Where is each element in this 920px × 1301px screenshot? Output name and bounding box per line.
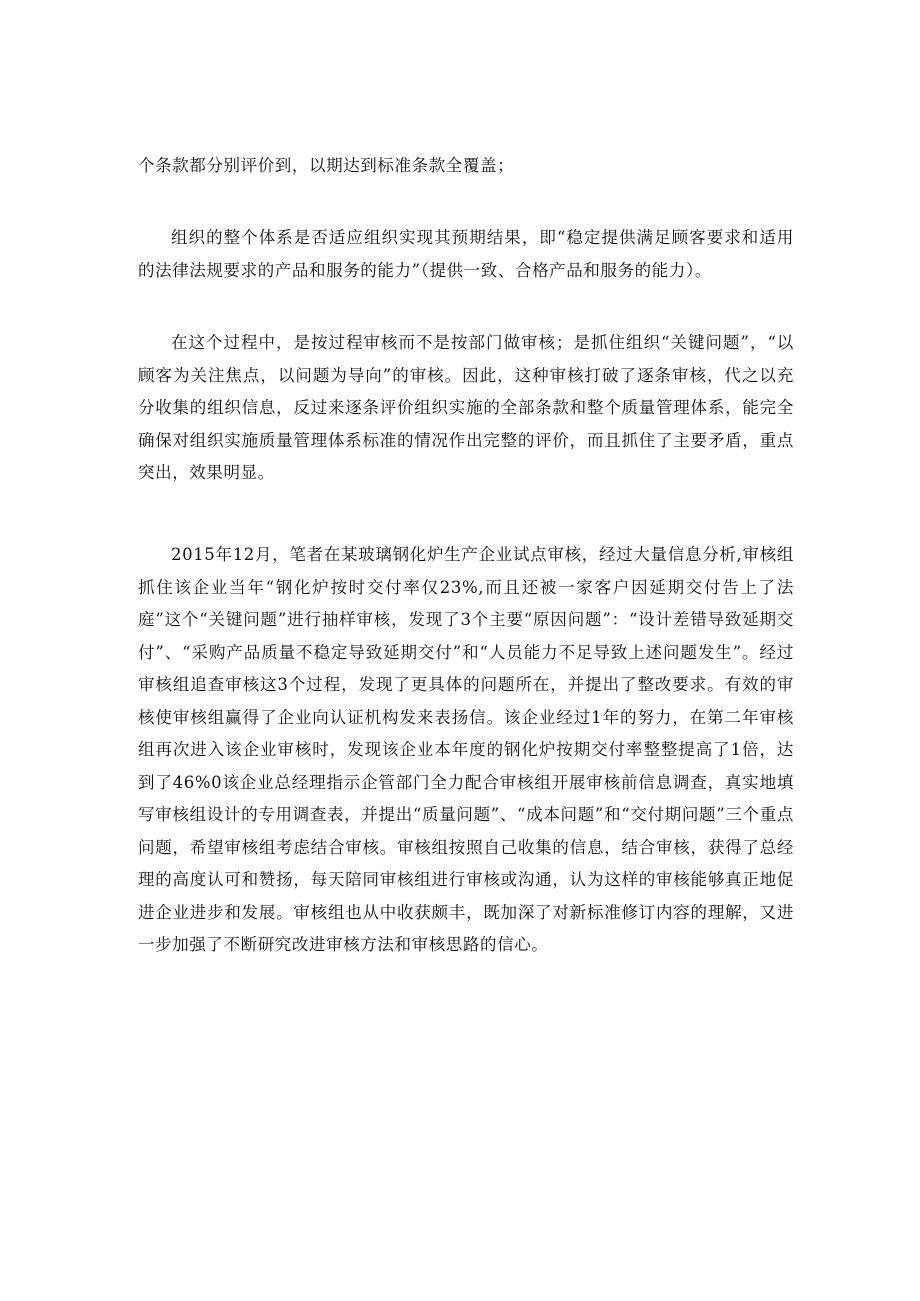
paragraph-process-audit xyxy=(138,327,794,490)
paragraph-system-fitness xyxy=(138,222,794,287)
paragraph-4: 2015年12月，笔者在某玻璃钢化炉生产企业试点审核，经过大量信息分析,审核组抓住该企业当年“钢化炉按时交付率仅23%,而且还被一家客户因延期交付告上了法庭”这个“关键问题”进行抽样审核，发现了3个主要“原因问题”：“设计差错导致延期交付”、“采购产品质量不稳定导致延期交付”和“人员能力不足导致上述问题发生”。经过审核组追查审核这3个过程，发现了更具体的问题所在，并提出了整改要求。有效的审核使审核组赢得了企业向认证机构发来表扬信。该企业经过1年的努力，在第二年审核组再次进入该企业审核时，发现该企业本年度的钢化炉按期交付率整整提高了1倍，达到了46%0该企业总经理指示企管部门全力配合审核组开展审核前信息调查，真实地填写审核组设计的专用调查表，并提出“质量问题”、“成本问题”和“交付期问题”三个重点问题，希望审核组考虑结合审核。审核组按照自己收集的信息，结合审核，获得了总经理的高度认可和赞扬，每天陪同审核组进行审核或沟通，认为这样的审核能够真正地促进企业进步和发展。审核组也从中收获颇丰，既加深了对新标准修订内容的理解，又进一步加强了不断研究改进审核方法和审核思路的信心。 xyxy=(138,545,794,954)
paragraph-3: 在这个过程中，是按过程审核而不是按部门做审核；是抓住组织“关键问题”，“以顾客为关注焦点，以问题为导向”的审核。因此，这种审核打破了逐条审核，代之以充分收集的组织信息，反过来逐条评价组织实施的全部条款和整个质量管理体系，能完全确保对组织实施质量管理体系标准的情况作出完整的评价，而且抓住了主要矛盾，重点突出，效果明显。 xyxy=(138,333,794,482)
paragraph-case-study xyxy=(138,539,794,962)
paragraph-2: 组织的整个体系是否适应组织实现其预期结果，即“稳定提供满足顾客要求和适用的法律法规要求的产品和服务的能力”（提供一致、合格产品和服务的能力）。 xyxy=(138,228,794,280)
paragraph-continuation xyxy=(138,150,794,183)
paragraph-1: 个条款都分别评价到，以期达到标准条款全覆盖； xyxy=(138,156,515,175)
